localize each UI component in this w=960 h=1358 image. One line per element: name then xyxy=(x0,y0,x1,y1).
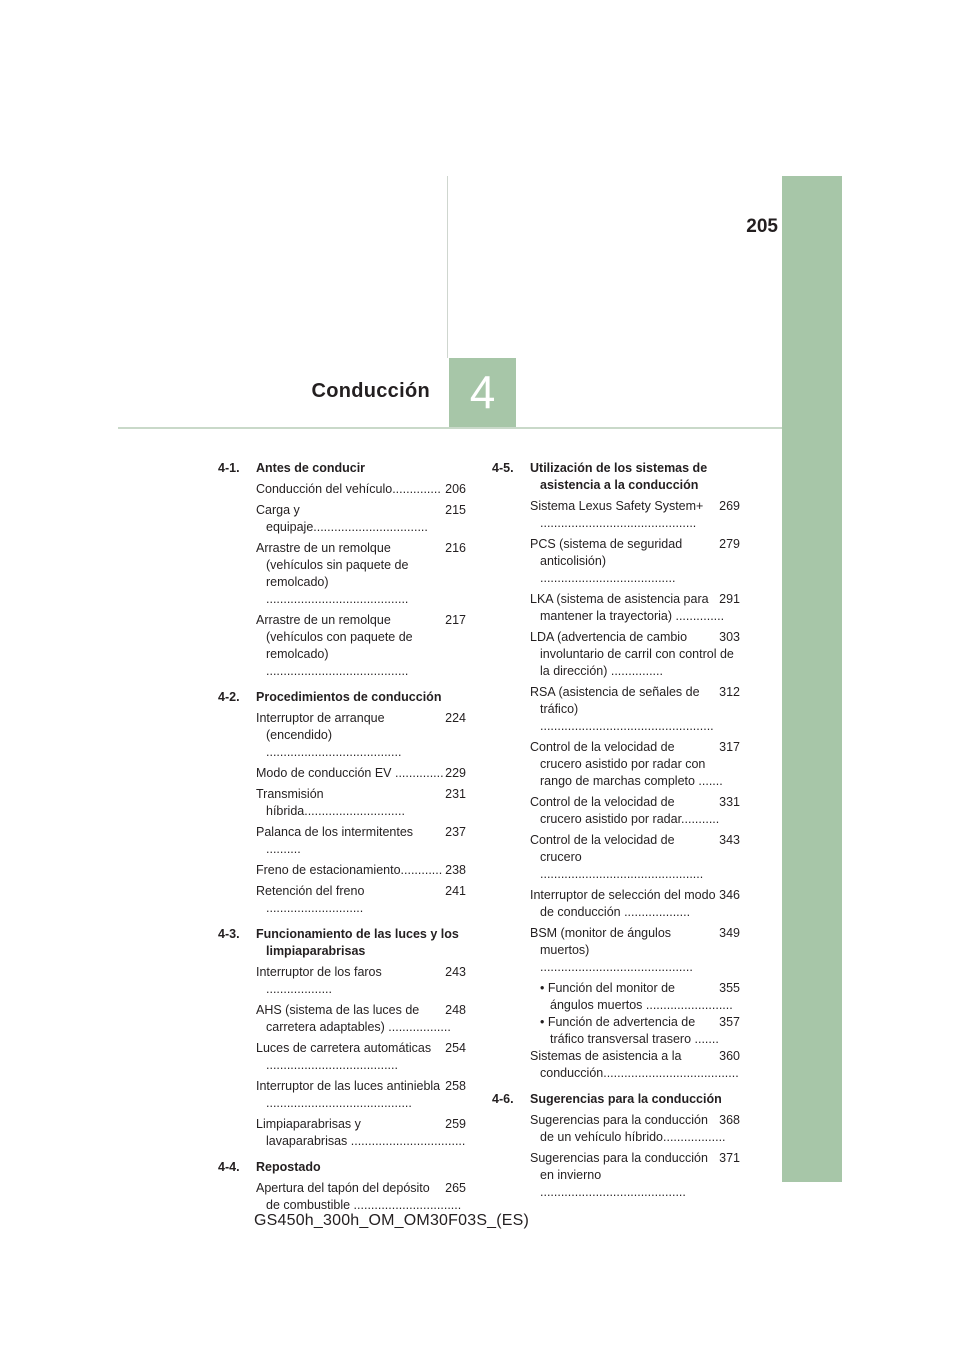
entry-page-number: 254 xyxy=(445,1041,466,1055)
section-title: Antes de conducir xyxy=(256,461,366,475)
toc-entry[interactable] xyxy=(256,1116,466,1150)
toc-entry[interactable] xyxy=(256,710,466,761)
section-heading xyxy=(218,460,466,477)
entry-title: Sugerencias para la conducción de un vehículo híbrido.................. xyxy=(530,1113,726,1144)
entry-page-number: 259 xyxy=(445,1117,466,1131)
entry-title: • Función de advertencia de tráfico transversal trasero ....... xyxy=(540,1015,719,1046)
toc-entry[interactable] xyxy=(256,612,466,680)
entry-page-number: 238 xyxy=(445,863,466,877)
entry-page-number: 371 xyxy=(719,1151,740,1165)
toc-section xyxy=(218,460,466,680)
toc-entry[interactable] xyxy=(256,1002,466,1036)
toc-entry[interactable] xyxy=(256,883,466,917)
toc-entry[interactable] xyxy=(256,964,466,998)
toc-entry[interactable] xyxy=(530,794,740,828)
entry-page-number: 279 xyxy=(719,537,740,551)
toc-entry[interactable] xyxy=(256,1078,466,1112)
entry-title: Conducción del vehículo.............. xyxy=(256,482,441,496)
section-number: 4-4. xyxy=(218,1160,240,1174)
entry-page-number: 206 xyxy=(445,482,466,496)
entry-title: Apertura del tapón del depósito de combustible ............................... xyxy=(256,1181,462,1212)
section-number: 4-2. xyxy=(218,690,240,704)
section-number: 4-1. xyxy=(218,461,240,475)
entry-title: LKA (sistema de asistencia para mantener la trayectoria) .............. xyxy=(530,592,725,623)
entry-title: Interruptor de arranque (encendido) ....................................... xyxy=(256,711,402,759)
section-title: Procedimientos de conducción xyxy=(256,690,442,704)
section-number: 4-3. xyxy=(218,927,240,941)
toc-entry[interactable] xyxy=(530,739,740,790)
entry-page-number: 303 xyxy=(719,630,740,644)
chapter-number-box: 4 xyxy=(449,358,516,427)
entry-title: Arrastre de un remolque (vehículos con paquete de remolcado) ......................................... xyxy=(256,613,413,678)
toc-entry[interactable] xyxy=(256,1040,466,1074)
entry-page-number: 312 xyxy=(719,685,740,699)
entry-title: Retención del freno ............................ xyxy=(256,884,365,915)
toc-section xyxy=(218,689,466,917)
entry-page-number: 343 xyxy=(719,833,740,847)
section-heading xyxy=(492,1091,740,1108)
entry-title: Interruptor de los faros ................... xyxy=(256,965,382,996)
entry-page-number: 265 xyxy=(445,1181,466,1195)
toc-entry[interactable] xyxy=(530,498,740,532)
section-title: Sugerencias para la conducción xyxy=(530,1092,722,1106)
document-code-footer: GS450h_300h_OM_OM30F03S_(ES) xyxy=(254,1212,530,1229)
toc-entry[interactable] xyxy=(530,1048,740,1082)
section-number: 4-5. xyxy=(492,461,514,475)
entry-page-number: 224 xyxy=(445,711,466,725)
toc-entry[interactable] xyxy=(256,540,466,608)
entry-title: Interruptor de selección del modo de conducción ................... xyxy=(530,888,716,919)
entry-page-number: 258 xyxy=(445,1079,466,1093)
entry-page-number: 217 xyxy=(445,613,466,627)
toc-entry[interactable] xyxy=(256,481,466,498)
entry-title: Control de la velocidad de crucero ............................................... xyxy=(530,833,704,881)
entry-title: Palanca de los intermitentes .......... xyxy=(256,825,414,856)
entry-title: LDA (advertencia de cambio involuntario de carril con control de la dirección) ............... xyxy=(530,630,734,678)
entry-title: Modo de conducción EV .............. xyxy=(256,766,444,780)
page-number: 205 xyxy=(746,216,778,237)
entry-title: RSA (asistencia de señales de tráfico) .................................................. xyxy=(530,685,714,733)
entry-title: Sistema Lexus Safety System+ ............................................. xyxy=(530,499,704,530)
entry-page-number: 216 xyxy=(445,541,466,555)
entry-title: Carga y equipaje................................. xyxy=(256,503,428,534)
toc-entry[interactable] xyxy=(256,824,466,858)
entry-page-number: 331 xyxy=(719,795,740,809)
entry-page-number: 368 xyxy=(719,1113,740,1127)
entry-page-number: 243 xyxy=(445,965,466,979)
chapter-title: Conducción xyxy=(311,380,430,402)
toc-entry[interactable] xyxy=(256,765,466,782)
entry-title: BSM (monitor de ángulos muertos) ............................................ xyxy=(530,926,693,974)
entry-title: Control de la velocidad de crucero asistido por radar con rango de marchas completo ....... xyxy=(530,740,723,788)
toc-entry[interactable] xyxy=(256,786,466,820)
entry-title: AHS (sistema de las luces de carretera adaptables) .................. xyxy=(256,1003,451,1034)
entry-page-number: 360 xyxy=(719,1049,740,1063)
toc-entry[interactable] xyxy=(530,536,740,587)
toc-entry[interactable] xyxy=(530,1112,740,1146)
section-heading xyxy=(218,926,466,960)
entry-page-number: 248 xyxy=(445,1003,466,1017)
toc-entry[interactable] xyxy=(530,591,740,625)
entry-title: Sugerencias para la conducción en invierno .......................................... xyxy=(530,1151,708,1199)
entry-page-number: 357 xyxy=(719,1015,740,1029)
entry-title: Freno de estacionamiento............ xyxy=(256,863,443,877)
entry-page-number: 229 xyxy=(445,766,466,780)
entry-page-number: 346 xyxy=(719,888,740,902)
entry-page-number: 237 xyxy=(445,825,466,839)
toc-section xyxy=(218,926,466,1150)
entry-page-number: 241 xyxy=(445,884,466,898)
header-vertical-rule xyxy=(447,176,448,358)
toc-entry[interactable] xyxy=(530,832,740,883)
toc-entry[interactable] xyxy=(256,862,466,879)
header-horizontal-rule xyxy=(118,427,782,429)
section-title: Funcionamiento de las luces y los limpiaparabrisas xyxy=(256,927,459,958)
toc-subentry[interactable] xyxy=(530,980,740,1014)
entry-page-number: 349 xyxy=(719,926,740,940)
toc-right-column xyxy=(492,460,740,1210)
side-thumb-tab xyxy=(782,176,842,1182)
entry-title: PCS (sistema de seguridad anticolisión) ....................................... xyxy=(530,537,683,585)
toc-section xyxy=(492,1091,740,1201)
toc-entry[interactable] xyxy=(256,502,466,536)
section-title: Utilización de los sistemas de asistencia a la conducción xyxy=(530,461,708,492)
entry-page-number: 215 xyxy=(445,503,466,517)
entry-title: Limpiaparabrisas y lavaparabrisas ................................. xyxy=(256,1117,466,1148)
entry-title: • Función del monitor de ángulos muertos ......................... xyxy=(540,981,733,1012)
entry-title: Sistemas de asistencia a la conducción....................................... xyxy=(530,1049,739,1080)
entry-page-number: 355 xyxy=(719,981,740,995)
entry-page-number: 291 xyxy=(719,592,740,606)
entry-page-number: 317 xyxy=(719,740,740,754)
entry-title: Control de la velocidad de crucero asistido por radar........... xyxy=(530,795,720,826)
toc-entry[interactable] xyxy=(530,887,740,921)
toc-entry[interactable] xyxy=(530,925,740,976)
section-heading xyxy=(492,460,740,494)
toc-entry[interactable] xyxy=(256,1180,466,1214)
entry-title: Arrastre de un remolque (vehículos sin paquete de remolcado) ......................................... xyxy=(256,541,409,606)
entry-title: Interruptor de las luces antiniebla .......................................... xyxy=(256,1079,441,1110)
toc-subentry[interactable] xyxy=(530,1014,740,1048)
toc-section xyxy=(218,1159,466,1214)
entry-title: Luces de carretera automáticas ...................................... xyxy=(256,1041,432,1072)
section-heading xyxy=(218,689,466,706)
entry-title: Transmisión híbrida............................. xyxy=(256,787,405,818)
section-number: 4-6. xyxy=(492,1092,514,1106)
toc-entry[interactable] xyxy=(530,1150,740,1201)
toc-section xyxy=(492,460,740,1082)
section-title: Repostado xyxy=(256,1160,321,1174)
entry-page-number: 231 xyxy=(445,787,466,801)
toc-left-column xyxy=(218,460,466,1223)
toc-entry[interactable] xyxy=(530,629,740,680)
toc-entry[interactable] xyxy=(530,684,740,735)
section-heading xyxy=(218,1159,466,1176)
entry-page-number: 269 xyxy=(719,499,740,513)
